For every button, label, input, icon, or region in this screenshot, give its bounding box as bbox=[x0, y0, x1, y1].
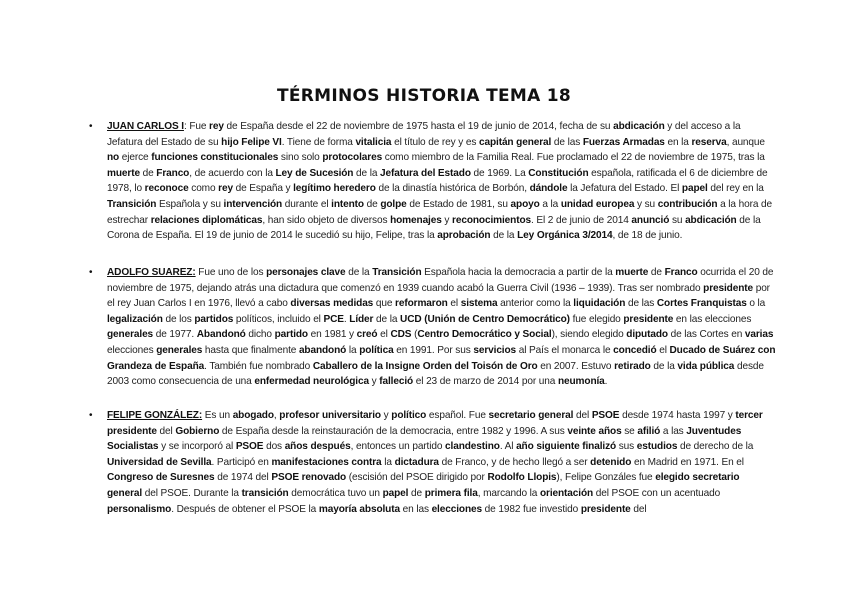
bold-term: veinte años bbox=[567, 425, 622, 437]
text-run: de 1977. bbox=[153, 329, 197, 341]
text-run: , de 18 de junio. bbox=[612, 230, 683, 242]
text-run: Es un bbox=[202, 410, 233, 421]
text-run: desde 2003 como consecuencia de una bbox=[107, 360, 764, 388]
text-run: de la Corona de España. El 19 de junio de 2014 le sucedió su hijo, Felipe, tras la bbox=[107, 214, 761, 242]
text-run: y bbox=[368, 376, 380, 388]
text-run: políticos, incluido el bbox=[233, 313, 324, 325]
text-run: . También fue nombrado bbox=[204, 360, 313, 372]
bold-term: diversas medidas bbox=[290, 298, 374, 310]
term-paragraph bbox=[107, 410, 763, 515]
bold-term: Universidad de Sevilla bbox=[107, 456, 212, 468]
text-run: . bbox=[604, 376, 608, 388]
bold-term: dándole bbox=[529, 183, 568, 195]
text-run: se bbox=[621, 425, 638, 437]
bold-term: mayoría absoluta bbox=[318, 503, 400, 515]
text-run: . Al bbox=[499, 441, 517, 453]
text-run: , marcando la bbox=[477, 487, 540, 499]
bold-term: elegido secretario general bbox=[107, 472, 740, 499]
text-run: el bbox=[377, 329, 391, 341]
text-run: de Franco, y de hecho llegó a ser bbox=[438, 456, 591, 468]
text-run: de España desde el 22 de noviembre de 1975 hasta el 19 de junio de 2014, fecha de su bbox=[223, 121, 614, 132]
bold-term: rey bbox=[218, 183, 233, 195]
text-run: de la dinastía histórica de Borbón, bbox=[375, 183, 530, 195]
text-run: Fue uno de los bbox=[195, 267, 267, 278]
text-run: de España y bbox=[232, 183, 294, 195]
text-run: en 2007. Estuvo bbox=[537, 360, 615, 372]
text-run: de Estado de 1981, su bbox=[406, 198, 511, 210]
text-run: del PSOE. Durante la bbox=[142, 487, 242, 499]
term-paragraph bbox=[107, 267, 775, 387]
text-run: española, ratificada el 6 de diciembre de 1978, lo bbox=[107, 167, 768, 195]
bold-term: CDS bbox=[390, 329, 412, 341]
text-run: de las bbox=[551, 136, 583, 148]
bold-term: unidad europea bbox=[560, 198, 635, 210]
bold-term: legítimo heredero bbox=[293, 183, 376, 195]
text-run: desde 1974 hasta 1997 y bbox=[619, 410, 736, 421]
term-entry-adolfo-suarez bbox=[89, 265, 777, 390]
bold-term: reserva bbox=[691, 136, 727, 148]
bold-term: dictadura bbox=[394, 456, 439, 468]
term-name: ADOLFO SUAREZ: bbox=[107, 267, 196, 278]
text-run: ), siendo elegido bbox=[551, 329, 627, 341]
text-run: de las Cortes en bbox=[667, 329, 745, 341]
term-entry-felipe-gonzalez bbox=[89, 408, 777, 517]
bold-term: transición bbox=[241, 487, 289, 499]
text-run: , bbox=[273, 410, 280, 421]
text-run: . Después de obtener el PSOE la bbox=[171, 503, 319, 515]
text-run: la Jefatura del Estado. El bbox=[567, 183, 682, 195]
bold-term: golpe bbox=[380, 198, 407, 210]
bold-term: contribución bbox=[657, 198, 718, 210]
bold-term: manifestaciones contra bbox=[271, 456, 382, 468]
text-run: del rey en la bbox=[707, 183, 764, 195]
bold-term: vida pública bbox=[677, 360, 735, 372]
text-run: , entonces un partido bbox=[350, 441, 446, 453]
text-run: dicho bbox=[245, 329, 275, 341]
text-run: dos bbox=[263, 441, 285, 453]
bold-term: papel bbox=[681, 183, 708, 195]
text-run: de bbox=[408, 487, 425, 499]
bold-term: Ley de Sucesión bbox=[275, 167, 354, 179]
bold-term: personajes clave bbox=[266, 267, 346, 278]
text-run: como miembro de la Familia Real. Fue proclamado el 22 de noviembre de 1975, tras la bbox=[382, 152, 765, 164]
text-run: la bbox=[346, 344, 360, 356]
bold-term: enfermedad neurológica bbox=[254, 376, 369, 388]
bold-term: papel bbox=[382, 487, 409, 499]
text-run: del PSOE con un acentuado bbox=[593, 487, 721, 499]
bold-term: afilió bbox=[637, 425, 661, 437]
bold-term: partidos bbox=[194, 313, 234, 325]
text-run: en Madrid en 1971. En el bbox=[631, 456, 744, 468]
text-run: español. Fue bbox=[426, 410, 489, 421]
bold-term: Fuerzas Armadas bbox=[582, 136, 665, 148]
text-run: de las bbox=[625, 298, 657, 310]
bold-term: anunció bbox=[631, 214, 670, 226]
text-run: a la bbox=[539, 198, 561, 210]
term-paragraph bbox=[107, 121, 772, 241]
bold-term: secretario general bbox=[488, 410, 574, 421]
text-run: en la bbox=[664, 136, 692, 148]
text-run: ocurrida el 20 de noviembre de 1975, dejando atrás una dictadura que comenzó en 1939 cuando acabó la Guerra Civil (1936 – 1939). Tras ser nombrado bbox=[107, 267, 774, 294]
text-run: , han sido objeto de diversos bbox=[262, 214, 391, 226]
bold-term: vitalicia bbox=[355, 136, 392, 148]
text-run: el bbox=[656, 344, 670, 356]
text-run: en las elecciones bbox=[673, 313, 752, 325]
text-run: o la bbox=[746, 298, 766, 310]
bold-term: presidente bbox=[703, 282, 754, 294]
bold-term: generales bbox=[107, 329, 154, 341]
bold-term: muerte bbox=[615, 267, 649, 278]
bold-term: detenido bbox=[590, 456, 632, 468]
text-run: de 1969. La bbox=[470, 167, 529, 179]
term-name: FELIPE GONZÁLEZ: bbox=[107, 410, 203, 421]
text-run: . El 2 de junio de 2014 bbox=[531, 214, 632, 226]
bold-term: finalizó bbox=[582, 441, 617, 453]
bold-term: intervención bbox=[223, 198, 283, 210]
text-run: anterior como la bbox=[497, 298, 574, 310]
text-run: de 1982 fue investido bbox=[482, 503, 581, 515]
text-run: . Tiene de forma bbox=[281, 136, 356, 148]
page-title: TÉRMINOS HISTORIA TEMA 18 bbox=[276, 86, 572, 106]
bullet-marker: • bbox=[89, 121, 93, 132]
bold-term: Caballero de la Insigne Orden del Toisón de Oro bbox=[312, 360, 538, 372]
text-run: la bbox=[381, 456, 395, 468]
text-run: del bbox=[156, 425, 176, 437]
bold-term: elecciones bbox=[431, 503, 482, 515]
text-run: como bbox=[188, 183, 219, 195]
bold-term: Constitución bbox=[528, 167, 589, 179]
bold-term: Cortes Franquistas bbox=[656, 298, 747, 310]
bold-term: PSOE bbox=[591, 410, 620, 421]
bold-term: Franco bbox=[664, 267, 698, 278]
bold-term: muerte bbox=[107, 167, 140, 179]
bold-term: intento bbox=[331, 198, 364, 210]
bold-term: Franco bbox=[156, 167, 190, 179]
bold-term: abogado bbox=[232, 410, 274, 421]
bold-term: protocolares bbox=[322, 152, 383, 164]
text-run: en las bbox=[399, 503, 432, 515]
text-run: hasta que finalmente bbox=[202, 344, 299, 356]
bold-term: Centro Democrático y Social bbox=[417, 329, 552, 341]
bold-term: profesor universitario bbox=[279, 410, 381, 421]
bold-term: estudios bbox=[636, 441, 678, 453]
text-run: (escisión del PSOE dirigido por bbox=[346, 472, 488, 484]
bold-term: PSOE renovado bbox=[271, 472, 347, 484]
text-run: sus bbox=[616, 441, 637, 453]
bold-term: Abandonó bbox=[196, 329, 246, 341]
text-run: y bbox=[380, 410, 392, 421]
bold-term: rey bbox=[209, 121, 224, 132]
text-run: de bbox=[363, 198, 381, 210]
text-run: Española y su bbox=[156, 198, 224, 210]
bold-term: sistema bbox=[460, 298, 498, 310]
bold-term: legalización bbox=[107, 313, 163, 325]
bold-term: relaciones diplomáticas bbox=[150, 214, 263, 226]
bold-term: clandestino bbox=[445, 441, 500, 453]
text-run: de la bbox=[345, 267, 373, 278]
text-run: por el rey Juan Carlos I en 1976, llevó a cabo bbox=[107, 282, 770, 310]
text-run: en 1981 y bbox=[307, 329, 357, 341]
bold-term: aprobación bbox=[437, 230, 491, 242]
text-run: durante el bbox=[282, 198, 332, 210]
term-entry-juan-carlos bbox=[89, 119, 777, 244]
text-run: el 23 de marzo de 2014 por una bbox=[413, 376, 558, 388]
bold-term: Transición bbox=[107, 198, 157, 210]
bold-term: Gobierno bbox=[175, 425, 220, 437]
term-name: JUAN CARLOS I bbox=[107, 121, 184, 132]
text-run: ejerce bbox=[119, 152, 152, 164]
bold-term: Juventudes Socialistas bbox=[107, 425, 742, 453]
bold-term: homenajes bbox=[390, 214, 442, 226]
bold-term: capitán general bbox=[478, 136, 552, 148]
bold-term: reconoce bbox=[144, 183, 189, 195]
text-run: ), Felipe Gonzáles fue bbox=[556, 472, 656, 484]
text-run: de la bbox=[353, 167, 381, 179]
bold-term: Congreso de Suresnes bbox=[107, 472, 215, 484]
bold-term: apoyo bbox=[510, 198, 540, 210]
text-run: elecciones bbox=[107, 344, 157, 356]
text-run: al País el monarca le bbox=[516, 344, 614, 356]
bold-term: personalismo bbox=[107, 503, 172, 515]
bold-term: concedió bbox=[613, 344, 657, 356]
text-run: ( bbox=[411, 329, 418, 341]
text-run: de 1974 del bbox=[214, 472, 272, 484]
text-run: , de acuerdo con la bbox=[189, 167, 276, 179]
bold-term: servicios bbox=[473, 344, 517, 356]
bold-term: presidente bbox=[623, 313, 674, 325]
text-run: de derecho de la bbox=[677, 441, 754, 453]
bold-term: PSOE bbox=[235, 441, 264, 453]
bold-term: año siguiente bbox=[516, 441, 580, 453]
text-run: democrática tuvo un bbox=[288, 487, 383, 499]
text-run: de la bbox=[490, 230, 518, 242]
text-run: a las bbox=[660, 425, 687, 437]
bold-term: después bbox=[310, 441, 351, 453]
text-run: su bbox=[669, 214, 686, 226]
text-run: , aunque bbox=[726, 136, 765, 148]
text-run: el bbox=[447, 298, 461, 310]
bold-term: retirado bbox=[614, 360, 651, 372]
text-run: : Fue bbox=[183, 121, 210, 132]
bold-term: abdicación bbox=[613, 121, 665, 132]
bold-term: orientación bbox=[539, 487, 594, 499]
bold-term: creó bbox=[356, 329, 378, 341]
text-run: sino solo bbox=[278, 152, 323, 164]
bold-term: Transición bbox=[372, 267, 422, 278]
text-run: y del acceso a la Jefatura del Estado de su bbox=[107, 121, 741, 148]
bold-term: política bbox=[359, 344, 394, 356]
text-run: que bbox=[373, 298, 396, 310]
bold-term: diputado bbox=[626, 329, 668, 341]
text-run: en 1991. Por sus bbox=[393, 344, 474, 356]
bold-term: reformaron bbox=[395, 298, 448, 310]
bold-term: abandonó bbox=[298, 344, 347, 356]
text-run: Española hacia la democracia a partir de la bbox=[421, 267, 616, 278]
bold-term: Ley Orgánica 3/2014 bbox=[517, 230, 613, 242]
text-run: fue elegido bbox=[569, 313, 624, 325]
bold-term: años bbox=[284, 441, 308, 453]
bold-term: político bbox=[391, 410, 427, 421]
bold-term: primera fila bbox=[424, 487, 478, 499]
bold-term: UCD (Unión de Centro Democrático) bbox=[400, 313, 570, 325]
text-run: y se incorporó al bbox=[158, 441, 236, 453]
text-run: . bbox=[343, 313, 350, 325]
bullet-marker: • bbox=[89, 410, 93, 421]
bold-term: generales bbox=[156, 344, 203, 356]
bold-term: Rodolfo Llopis bbox=[487, 472, 557, 484]
text-run: de la bbox=[650, 360, 678, 372]
bold-term: hijo Felipe VI bbox=[221, 136, 282, 148]
bold-term: no bbox=[107, 152, 120, 164]
text-run: y su bbox=[634, 198, 658, 210]
bold-term: presidente bbox=[580, 503, 631, 515]
bold-term: PCE bbox=[323, 313, 344, 325]
text-run: a la hora de estrechar bbox=[107, 198, 772, 226]
bold-term: Jefatura del Estado bbox=[380, 167, 471, 179]
bold-term: Líder bbox=[349, 313, 374, 325]
text-run: del bbox=[630, 503, 647, 515]
text-run: el título de rey y es bbox=[391, 136, 479, 148]
bold-term: reconocimientos bbox=[452, 214, 532, 226]
bold-term: Ducado de Suárez con Grandeza de España bbox=[107, 344, 776, 372]
bold-term: funciones constitucionales bbox=[151, 152, 279, 164]
bold-term: partido bbox=[274, 329, 308, 341]
bold-term: falleció bbox=[379, 376, 414, 388]
bold-term: varias bbox=[744, 329, 774, 341]
bold-term: abdicación bbox=[685, 214, 737, 226]
bold-term: neumonía bbox=[557, 376, 605, 388]
text-run: de España desde la reinstauración de la democracia, entre 1982 y 1996. A sus bbox=[219, 425, 568, 437]
text-run: del bbox=[573, 410, 592, 421]
text-run: de los bbox=[162, 313, 195, 325]
text-run: de la bbox=[373, 313, 401, 325]
bold-term: tercer presidente bbox=[107, 410, 763, 437]
bold-term: liquidación bbox=[573, 298, 626, 310]
text-run: y bbox=[441, 214, 453, 226]
text-run: de bbox=[648, 267, 665, 278]
text-run: de bbox=[139, 167, 157, 179]
bullet-marker: • bbox=[89, 267, 93, 278]
text-run: . Participó en bbox=[211, 456, 272, 468]
